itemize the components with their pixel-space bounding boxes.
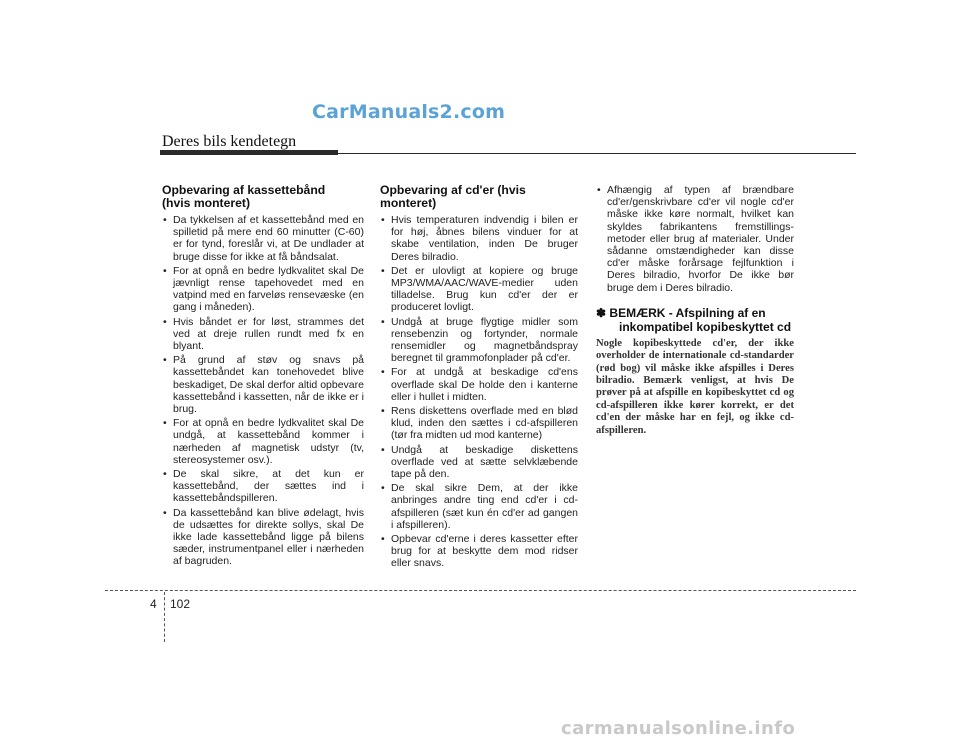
list-item: • Rens diskettens overflade med en blød klud, inden den sættes i cd-afspilleren (tør fra midten ud mod kanterne) bbox=[380, 405, 578, 442]
cassette-bullet-list bbox=[162, 214, 364, 568]
list-item: • Afhængig af typen af brændbare cd'er/genskrivbare cd'er vil nogle cd'er måske ikke køre normalt, hvilket kan skyldes fabrikantens fremstillings-metoder eller brug af materialer. Under sådanne omstændigheder kan disse cd'er måske forårsage fejlfunktion i Deres bilradio, hvorfor De ikke bør bruge dem i Deres bilradio. bbox=[596, 184, 794, 294]
page-number-value: 102 bbox=[170, 597, 191, 611]
header-rule-thin bbox=[338, 153, 856, 154]
section-title-cassette: Opbevaring af kassettebånd (hvis monteret) bbox=[162, 183, 326, 210]
footer-dashed-rule bbox=[105, 590, 856, 591]
list-item: • For at undgå at beskadige cd'ens overflade skal De holde den i kanterne eller i hullet i midten. bbox=[380, 366, 578, 403]
list-item: • På grund af støv og snavs på kassettebåndet kan tonehovedet blive beskadiget, De skal derfor altid opbevare kassettebånd i kassetten, når de ikke er i brug. bbox=[162, 354, 364, 415]
cd-notes-bullet-list bbox=[596, 184, 794, 294]
list-item: • Undgå at beskadige diskettens overflade ved at sætte selvklæbende tape på den. bbox=[380, 444, 578, 481]
column-cassette bbox=[162, 184, 364, 570]
list-item: • For at opnå en bedre lydkvalitet skal De jævnligt rense tapehovedet med en vatpind med en farveløs rensevæske (en gang i måneden). bbox=[162, 265, 364, 314]
list-item: • Opbevar cd'erne i deres kassetter efter brug for at beskytte dem mod ridser eller snavs. bbox=[380, 533, 578, 570]
note-label: BEMÆRK bbox=[609, 305, 666, 320]
note-heading bbox=[596, 306, 794, 334]
page-header-title: Deres bils kendetegn bbox=[162, 133, 297, 150]
watermark-carmanuals2: CarManuals2.com bbox=[312, 101, 506, 123]
section-title-cd: Opbevaring af cd'er (hvis monteret) bbox=[380, 183, 526, 210]
list-item: • Hvis båndet er for løst, strammes det ved at dreje rullen rundt med fx en blyant. bbox=[162, 316, 364, 353]
list-item: • Da tykkelsen af et kassettebånd med en spilletid på mere end 60 minutter (C-60) er for tynd, foreslår vi, at De undlader at bruge disse for ikke at få båndsalat. bbox=[162, 214, 364, 263]
list-item: • Da kassettebånd kan blive ødelagt, hvis de udsættes for direkte sollys, skal De ikke lade kassettebånd ligge på bilens sæder, instrumentpanel eller i nærheden af bagruden. bbox=[162, 507, 364, 568]
list-item: • Det er ulovligt at kopiere og bruge MP3/WMA/AAC/WAVE-medier uden tilladelse. Brug kun cd'er der er produceret lovligt. bbox=[380, 265, 578, 314]
column-cd-notes bbox=[596, 184, 794, 437]
note-title-line2: inkompatibel kopibeskyttet cd bbox=[619, 319, 792, 334]
note-body: Nogle kopibeskyttede cd'er, der ikke overholder de internationale cd-standarder (rød bog) vil måske ikke afspilles i Deres bilradio. Bemærk venligst, at hvis De prøver på at afspille en kopibeskyttet cd og cd-afspilleren ikke kører korrekt, er det cd'en der måske har en fejl, og ikke cd-afspilleren. bbox=[596, 337, 794, 436]
list-item: • Undgå at bruge flygtige midler som rensebenzin og fortynder, normale rensemidler og magnetbåndspray beregnet til grammofonplader på cd'er. bbox=[380, 316, 578, 365]
note-dash: - bbox=[665, 305, 676, 320]
note-star-icon: ✽ bbox=[596, 305, 607, 320]
watermark-carmanualsonline: carmanualsonline.info bbox=[561, 718, 796, 739]
page-number bbox=[150, 597, 191, 611]
cd-bullet-list bbox=[380, 214, 578, 570]
list-item: • De skal sikre Dem, at der ikke anbringes andre ting end cd'er i cd-afspilleren (sæt kun én cd'er ad gangen i afspilleren). bbox=[380, 482, 578, 531]
list-item: • De skal sikre, at det kun er kassettebånd, der sættes ind i kassettebåndspilleren. bbox=[162, 468, 364, 505]
chapter-number: 4 bbox=[150, 597, 157, 611]
list-item: • Hvis temperaturen indvendig i bilen er for høj, åbnes bilens vinduer for at skabe ventilation, inden De bruger Deres bilradio. bbox=[380, 214, 578, 263]
footer-dashed-divider bbox=[164, 592, 165, 642]
column-cd-storage bbox=[380, 184, 578, 572]
note-title-line1: Afspilning af en bbox=[675, 305, 766, 320]
list-item: • For at opnå en bedre lydkvalitet skal De undgå, at kassettebånd kommer i nærheden af magnetisk udstyr (tv, stereosystemer osv.). bbox=[162, 417, 364, 466]
header-rule-thick bbox=[160, 150, 338, 155]
